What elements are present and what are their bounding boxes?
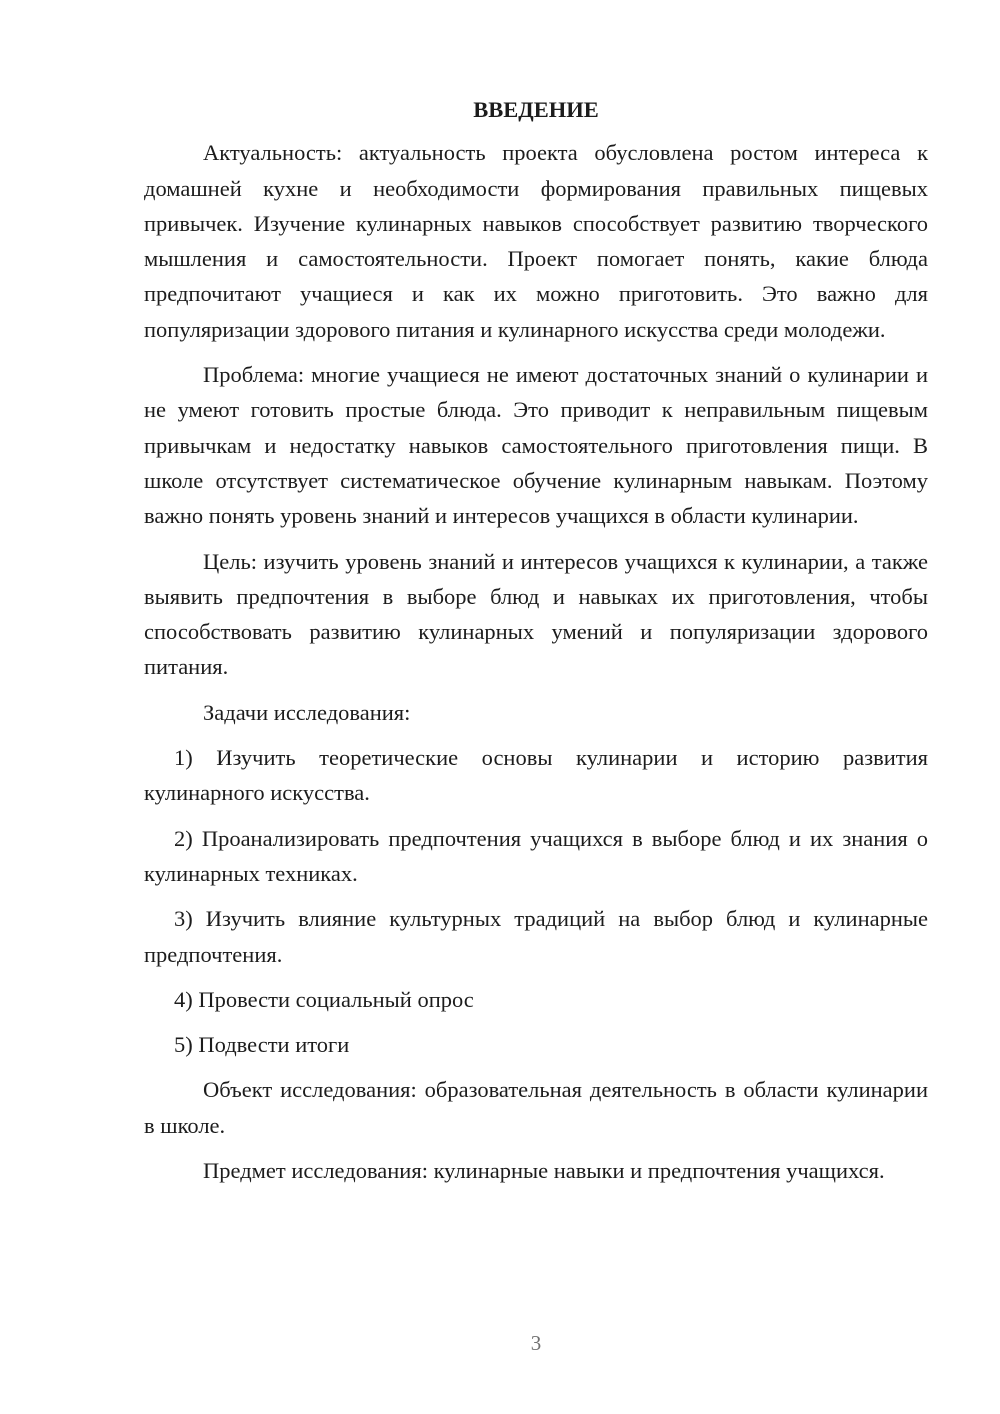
task-item: 1) Изучить теоретические основы кулинарии и историю развития кулинарного искусства. — [144, 745, 928, 806]
research-object-paragraph: Объект исследования: образовательная деятельность в области кулинарии в школе. — [144, 1077, 928, 1138]
goal-paragraph: Цель: изучить уровень знаний и интересов учащихся к кулинарии, а также выявить предпочтения в выборе блюд и навыках их приготовления, чтобы способствовать развитию кулинарных умений и популяризации здорового питания. — [144, 548, 928, 680]
tasks-label: Задачи исследования: — [203, 699, 411, 725]
task-item: 2) Проанализировать предпочтения учащихся в выборе блюд и их знания о кулинарных техниках. — [144, 825, 928, 886]
page-title: ВВЕДЕНИЕ — [473, 97, 599, 122]
research-subject-paragraph: Предмет исследования: кулинарные навыки и предпочтения учащихся. — [203, 1158, 885, 1184]
page-content — [144, 92, 928, 1198]
task-item: 5) Подвести итоги — [174, 1032, 350, 1058]
problem-paragraph: Проблема: многие учащиеся не имеют достаточных знаний о кулинарии и не умеют готовить простые блюда. Это приводит к неправильным пищевым привычкам и недостатку навыков самостоятельного приготовления пищи. В школе отсутствует систематическое обучение кулинарным навыкам. Поэтому важно понять уровень знаний и интересов учащихся в области кулинарии. — [144, 362, 928, 529]
task-item: 4) Провести социальный опрос — [174, 986, 474, 1012]
relevance-paragraph: Актуальность: актуальность проекта обусловлена ростом интереса к домашней кухне и необходимости формирования правильных пищевых привычек. Изучение кулинарных навыков способствует развитию творческого мышления и самостоятельности. Проект помогает понять, какие блюда предпочитают учащиеся и как их можно приготовить. Это важно для популяризации здорового питания и кулинарного искусства среди молодежи. — [144, 140, 928, 342]
task-item: 3) Изучить влияние культурных традиций на выбор блюд и кулинарные предпочтения. — [144, 906, 928, 967]
page-number: 3 — [530, 1331, 542, 1355]
